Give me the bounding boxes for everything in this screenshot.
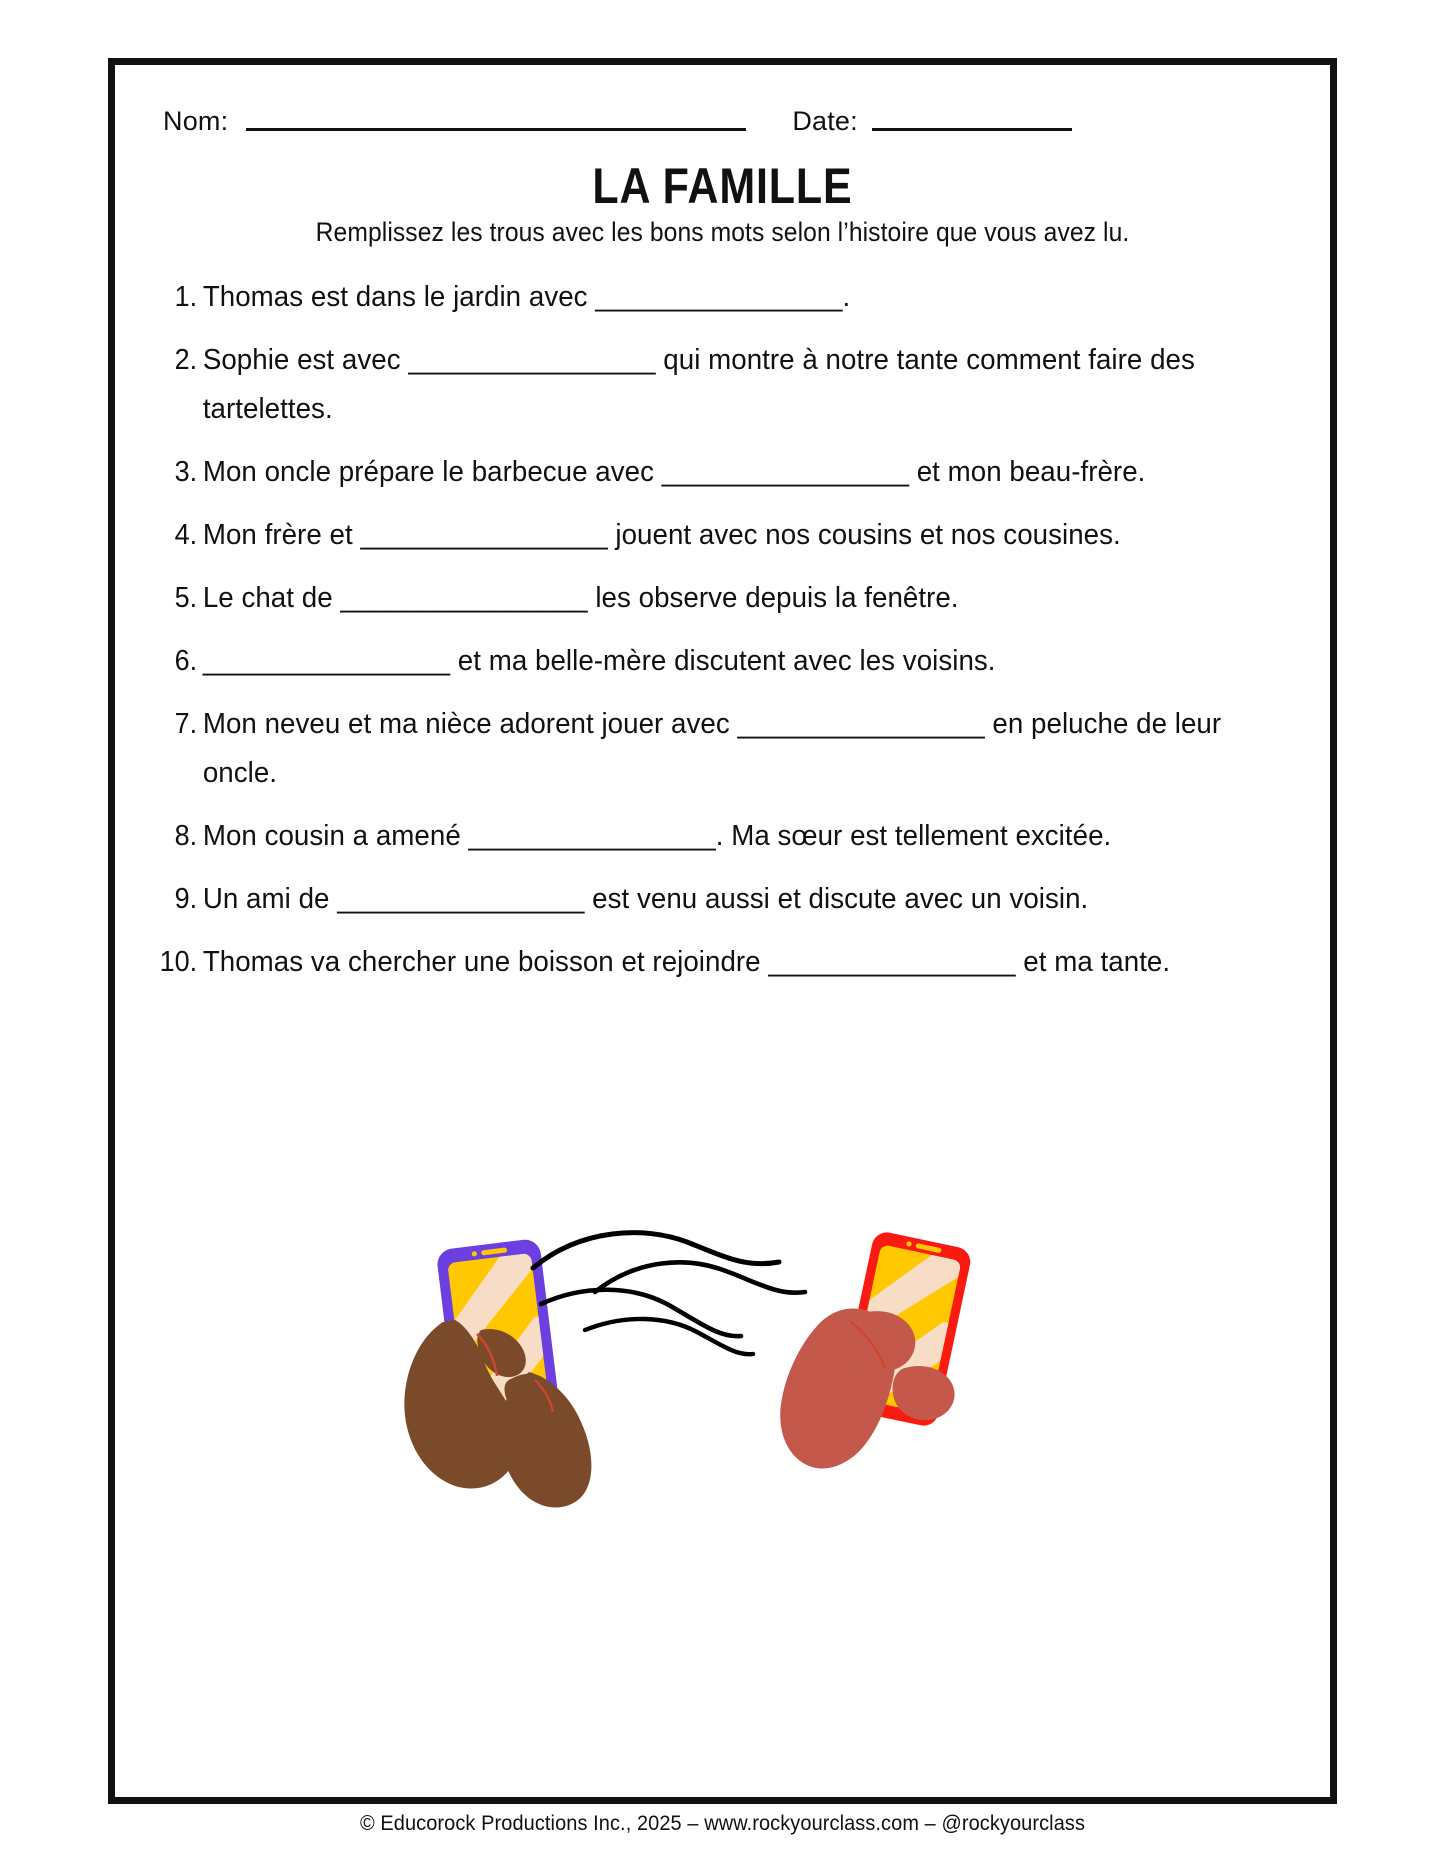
worksheet-frame bbox=[108, 58, 1337, 1804]
question-text[interactable]: ________________ et ma belle-mère discutent avec les voisins. bbox=[202, 645, 996, 677]
question-item bbox=[137, 637, 1308, 686]
page-title: LA FAMILLE bbox=[592, 158, 853, 214]
question-text[interactable]: Mon oncle prépare le barbecue avec ________________ et mon beau-frère. bbox=[202, 456, 1146, 488]
question-item bbox=[137, 273, 1308, 322]
question-number: 9. bbox=[174, 883, 198, 915]
question-text[interactable]: Le chat de ________________ les observe depuis la fenêtre. bbox=[202, 582, 959, 614]
question-item bbox=[137, 574, 1308, 623]
question-number: 2. bbox=[174, 344, 198, 376]
question-number: 8. bbox=[174, 820, 198, 852]
question-number: 4. bbox=[174, 519, 198, 551]
question-item bbox=[137, 448, 1308, 497]
question-text[interactable]: Mon cousin a amené ________________. Ma sœur est tellement excitée. bbox=[202, 820, 1112, 852]
question-number: 5. bbox=[174, 582, 198, 614]
nom-input-line[interactable] bbox=[246, 128, 746, 131]
date-input-line[interactable] bbox=[872, 128, 1072, 131]
question-list bbox=[137, 273, 1308, 1001]
question-text[interactable]: Thomas va chercher une boisson et rejoindre ________________ et ma tante. bbox=[202, 946, 1171, 978]
instructions-text: Remplissez les trous avec les bons mots selon l’histoire que vous avez lu. bbox=[315, 217, 1130, 247]
question-number: 1. bbox=[174, 281, 198, 313]
question-item bbox=[137, 812, 1308, 861]
date-field-group bbox=[792, 108, 1072, 139]
question-number: 7. bbox=[174, 708, 198, 740]
question-text[interactable]: Mon frère et ________________ jouent avec nos cousins et nos cousines. bbox=[202, 519, 1121, 551]
question-number: 6. bbox=[174, 645, 198, 677]
phones-illustration bbox=[385, 1230, 1065, 1530]
question-item bbox=[137, 938, 1308, 987]
date-label: Date: bbox=[792, 106, 858, 136]
question-text[interactable]: Sophie est avec ________________ qui montre à notre tante comment faire des tartelettes. bbox=[202, 344, 1203, 425]
question-item bbox=[137, 700, 1308, 798]
motion-lines bbox=[533, 1233, 805, 1355]
name-date-row bbox=[163, 93, 1290, 139]
question-item bbox=[137, 875, 1308, 924]
question-item bbox=[137, 511, 1308, 560]
nom-label: Nom: bbox=[163, 106, 229, 136]
footer-copyright: © Educorock Productions Inc., 2025 – www.rockyourclass.com – @rockyourclass bbox=[359, 1812, 1086, 1835]
question-number: 3. bbox=[174, 456, 198, 488]
question-item bbox=[137, 336, 1308, 434]
question-text[interactable]: Mon neveu et ma nièce adorent jouer avec ________________ en peluche de leur oncle. bbox=[202, 708, 1229, 789]
question-text[interactable]: Thomas est dans le jardin avec ________________. bbox=[202, 281, 851, 313]
question-text[interactable]: Un ami de ________________ est venu aussi et discute avec un voisin. bbox=[202, 883, 1089, 915]
question-number: 10. bbox=[159, 946, 198, 978]
